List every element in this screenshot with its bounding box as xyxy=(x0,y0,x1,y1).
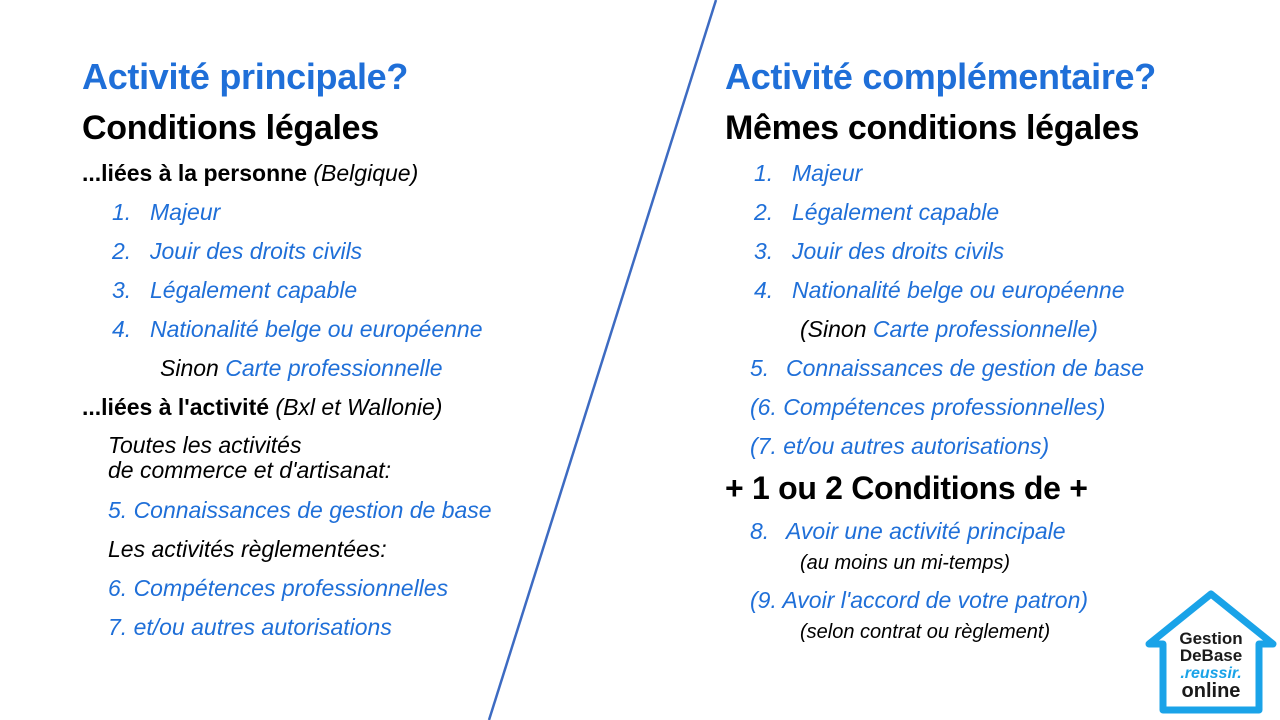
list-item: 2. Légalement capable xyxy=(754,199,1000,225)
activity-label: ...liées à l'activité xyxy=(82,394,270,420)
activity-intro: Toutes les activités de commerce et d'artisanat: xyxy=(108,432,392,483)
list-item: 1. Majeur xyxy=(112,199,221,225)
list-item: 4. Nationalité belge ou européenne xyxy=(112,316,483,342)
list-item: 5. Connaissances de gestion de base xyxy=(750,355,1145,381)
activity-conditions-label xyxy=(82,394,442,421)
gestion-de-base-logo xyxy=(1144,589,1278,717)
right-title: Activité complémentaire? xyxy=(725,56,1156,97)
person-region: (Belgique) xyxy=(313,160,419,186)
person-label: ...liées à la personne xyxy=(82,160,307,186)
list-item: (9. Avoir l'accord de votre patron) xyxy=(750,587,1089,613)
list-item: 1. Majeur xyxy=(754,160,863,186)
logo-line3: .reussir. xyxy=(1180,665,1242,682)
right-heading: Mêmes conditions légales xyxy=(725,109,1140,147)
plus-heading: + 1 ou 2 Conditions de + xyxy=(725,470,1088,506)
list-item: 6. Compétences professionnelles xyxy=(108,575,449,601)
list-item: (6. Compétences professionnelles) xyxy=(750,394,1106,420)
left-title: Activité principale? xyxy=(82,56,409,97)
logo-line2: DeBase xyxy=(1179,646,1243,665)
person-conditions-label xyxy=(82,160,418,187)
activity-region: (Bxl et Wallonie) xyxy=(275,394,443,420)
list-item: (7. et/ou autres autorisations) xyxy=(750,433,1050,459)
item-note: (au moins un mi-temps) xyxy=(800,552,1011,574)
list-item: 4. Nationalité belge ou européenne xyxy=(754,277,1125,303)
list-item: 2. Jouir des droits civils xyxy=(112,238,363,264)
regulated-label: Les activités règlementées: xyxy=(108,536,387,562)
sinon-carte-line: Sinon Carte professionnelle xyxy=(160,355,443,381)
logo-line4: online xyxy=(1181,680,1241,702)
left-heading: Conditions légales xyxy=(82,109,379,147)
item-note: (selon contrat ou règlement) xyxy=(800,621,1051,643)
list-item: 5. Connaissances de gestion de base xyxy=(108,497,492,523)
list-item: 8. Avoir une activité principale xyxy=(750,518,1066,544)
sinon-carte-line: (Sinon Carte professionnelle) xyxy=(800,316,1098,342)
logo-line1: Gestion xyxy=(1179,629,1243,648)
list-item: 3. Légalement capable xyxy=(112,277,358,303)
list-item: 7. et/ou autres autorisations xyxy=(108,614,392,640)
list-item: 3. Jouir des droits civils xyxy=(754,238,1005,264)
